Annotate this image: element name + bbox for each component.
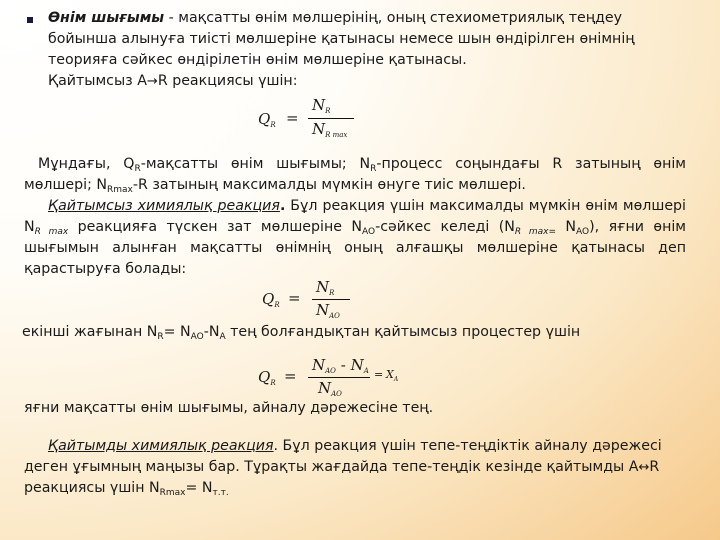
text: екінші жағынан N bbox=[22, 324, 158, 340]
line bbox=[24, 436, 688, 457]
equals-sign: = bbox=[288, 289, 301, 307]
conversion-statement bbox=[24, 398, 684, 419]
text: -сәйкес келеді (N bbox=[375, 219, 515, 235]
explanation-paragraph: Мұндағы, $Q_R$-мақсатты өнім шығымы; $N_R$-процесс соңындағы R затының өнім мөлшері; $N_{Rmax}-R$ затының максималды мүмкін өнуге тиіс мөлшері. bbox=[24, 156, 686, 195]
formula-lhs: $Q_R$ bbox=[258, 368, 276, 387]
right-arrow-icon: → bbox=[146, 74, 158, 89]
irreversible-reaction-paragraph: Қайтымсыз химиялық реакция. Бұл реакция үшін максималды мүмкін өнім мөлшері $N_{R max}$ реакцияға түскен зат мөлшеріне $N_{AO}$-сәйкес келеді ($N_{R max=}$ $N_{AO}$), яғни өнім шығымын алынған мақсатты өнімнің оның алғашқы мөлшеріне қатынасы деп қарастыруға болады: bbox=[24, 198, 687, 277]
line: реакциясы үшін $N_{Rmax}= N_{т.т.}$ bbox=[24, 480, 229, 498]
formula-yield bbox=[258, 96, 378, 146]
line bbox=[48, 71, 688, 92]
text: R bbox=[649, 459, 660, 475]
formula-conversion bbox=[258, 354, 418, 404]
text: -N bbox=[203, 324, 220, 340]
formula-lhs: $Q_R$ bbox=[258, 110, 276, 129]
text: реакцияға түскен зат мөлшеріне N bbox=[68, 219, 363, 235]
formula-numerator: $N_{AO} - N_A$ bbox=[312, 356, 369, 375]
equals-sign: = bbox=[374, 368, 384, 381]
reversible-reaction-paragraph bbox=[24, 436, 688, 499]
text: реакциясы үшін N bbox=[24, 480, 160, 496]
equals-sign: = bbox=[286, 109, 299, 127]
formula-conversion-x: $X_A$ bbox=[386, 368, 399, 383]
line bbox=[24, 457, 688, 478]
text: ), яғни өнім шығымын алынған мақсатты өнімнің оның алғашқы мөлшеріне қатынасы деп қарастыруға болады: bbox=[24, 219, 686, 277]
text: тең болғандықтан қайтымсыз процестер үшін bbox=[225, 324, 581, 340]
definition-yield-paragraph bbox=[48, 8, 688, 92]
bullet-marker bbox=[27, 17, 33, 23]
double-arrow-icon: ↔ bbox=[638, 460, 650, 475]
text: -мақсатты өнім шығымы; N bbox=[140, 156, 371, 172]
text: теорияға сәйкес өндірілетін өнім мөлшеріне қатынасы. bbox=[48, 52, 467, 68]
text: Бұл реакция үшін максималды мүмкін өнім мөлшері N bbox=[24, 198, 687, 235]
formula-lhs: $Q_R$ bbox=[262, 290, 280, 309]
formula-numerator: $N_R$ bbox=[312, 96, 331, 115]
term-reversible-reaction: Қайтымды химиялық реакция bbox=[48, 438, 274, 454]
equals-sign: = bbox=[284, 367, 297, 385]
text: деген ұғымның маңызы бар. Тұрақты жағдайда тепе-теңдік кезінде қайтымды A bbox=[24, 459, 639, 475]
text: R реакциясы үшін: bbox=[157, 73, 298, 89]
text: = N bbox=[163, 324, 191, 340]
term-irreversible-reaction: Қайтымсыз химиялық реакция bbox=[48, 198, 280, 214]
text: N bbox=[556, 219, 577, 235]
text: Мұндағы, Q bbox=[38, 156, 135, 172]
formula-numerator: $N_R$ bbox=[316, 278, 335, 297]
text: Қайтымсыз A bbox=[48, 73, 147, 89]
formula-yield-irreversible bbox=[262, 278, 362, 328]
line bbox=[48, 8, 688, 29]
text: -процесс соңындағы R затының өнім мөлшері; N bbox=[24, 156, 686, 193]
text: яғни мақсатты өнім шығымы, айналу дәрежесіне тең. bbox=[24, 400, 434, 416]
formula-denominator: $N_{AO}$ bbox=[318, 379, 342, 398]
formula-denominator: $N_{R max}$ bbox=[312, 120, 348, 139]
text: = N bbox=[185, 480, 213, 496]
text: - мақсатты өнім мөлшерінің, оның стехиометриялық теңдеу bbox=[164, 10, 623, 26]
second-relation-line: екінші жағынан $N_R= N_{AO}-N_A$ тең болғандықтан қайтымсыз процестер үшін bbox=[22, 324, 581, 342]
text: . Бұл реакция үшін тепе-теңдіктік айналу дәрежесі bbox=[273, 438, 662, 454]
formula-denominator: $N_{AO}$ bbox=[316, 301, 340, 320]
term-yield: Өнім шығымы bbox=[48, 10, 165, 26]
text: бойынша алынуға тиісті мөлшеріне қатынасы немесе шын өндірілген өнімнің bbox=[48, 31, 635, 47]
text: -R затының максималды мүмкін өнуге тиіс мөлшері. bbox=[132, 177, 526, 193]
